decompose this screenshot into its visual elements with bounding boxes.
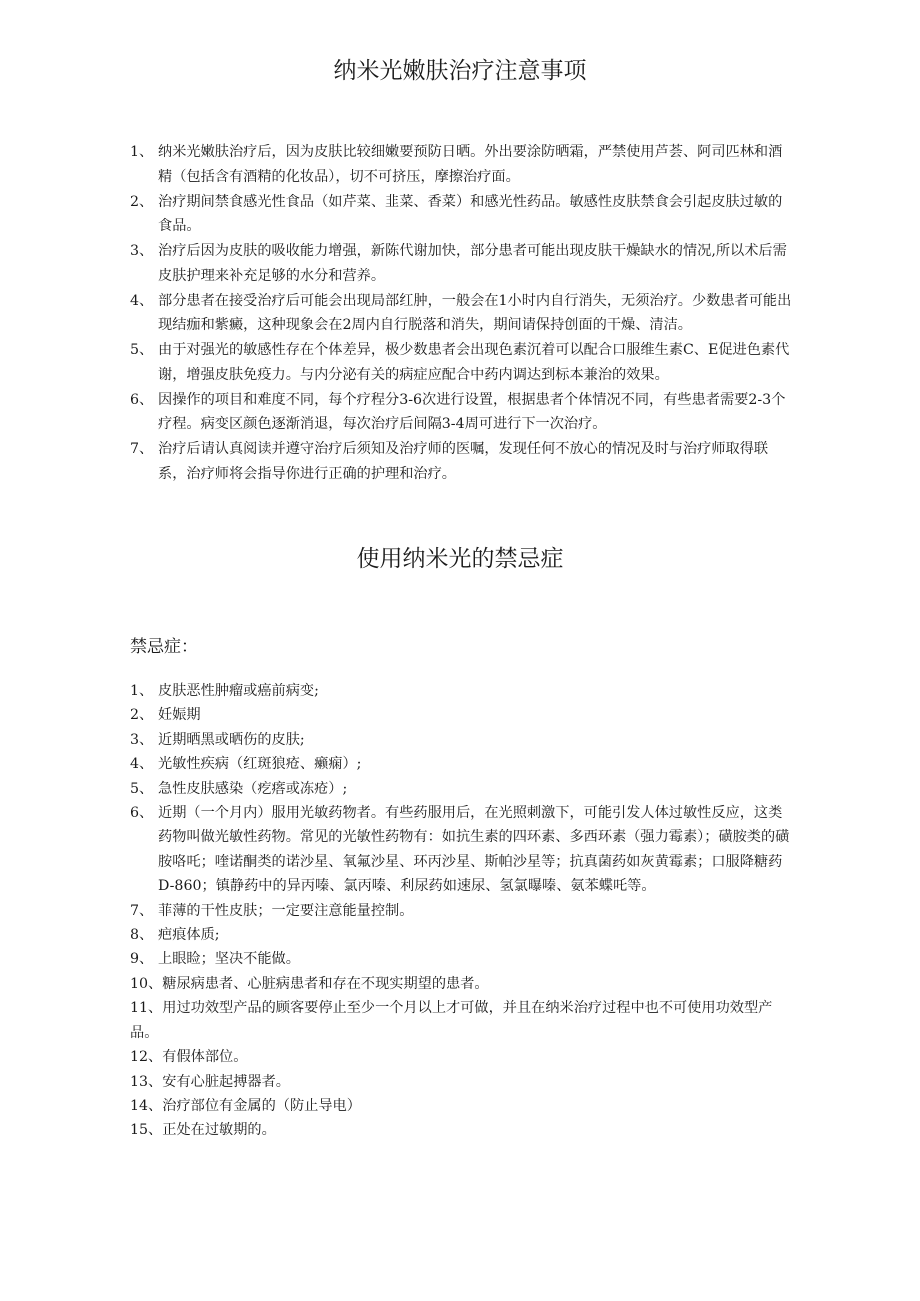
item-text: 纳米光嫩肤治疗后，因为皮肤比较细嫩要预防日晒。外出要涂防晒霜，严禁使用芦荟、阿司匹林和酒精（包括含有酒精的化妆品），切不可挤压，摩擦治疗面。 [158, 144, 783, 185]
item-text: 用过功效型产品的顾客要停止至少一个月以上才可做，并且在纳米治疗过程中也不可使用功效型产品。 [130, 1000, 773, 1041]
section-title: 使用纳米光的禁忌症 [356, 546, 564, 572]
list-item [130, 1070, 795, 1094]
item-text: 由于对强光的敏感性存在个体差异，极少数患者会出现色素沉着可以配合口服维生素C、E促进色素代谢，增强皮肤免疫力。与内分泌有关的病症应配合中药内调达到标本兼治的效果。 [158, 342, 790, 383]
page-title: 纳米光嫩肤治疗注意事项 [333, 58, 587, 84]
list-item [130, 972, 795, 996]
list-item [130, 1118, 795, 1142]
list-item [130, 728, 795, 752]
list-item [130, 388, 795, 437]
item-number: 1、 [130, 144, 154, 160]
list-item [130, 338, 795, 387]
item-text: 上眼睑；坚决不能做。 [158, 951, 300, 968]
list-item [130, 923, 795, 947]
list-item [130, 947, 795, 971]
item-text: 菲薄的干性皮肤；一定要注意能量控制。 [158, 902, 414, 919]
item-number: 3、 [130, 243, 154, 259]
item-number: 14、 [130, 1097, 163, 1114]
list-item [130, 140, 795, 189]
list-item [130, 996, 795, 1045]
item-number: 15、 [130, 1122, 163, 1139]
list-item [130, 289, 795, 338]
item-text: 安有心脏起搏器者。 [162, 1073, 290, 1090]
item-text: 皮肤恶性肿瘤或癌前病变; [158, 683, 319, 699]
item-text: 妊娠期 [158, 707, 201, 724]
item-number: 7、 [130, 902, 154, 919]
item-text: 正处在过敏期的。 [162, 1122, 276, 1139]
list-item [130, 703, 795, 727]
item-number: 1、 [130, 683, 154, 699]
item-text: 治疗期间禁食感光性食品（如芹菜、韭菜、香菜）和感光性药品。敏感性皮肤禁食会引起皮肤过敏的食品。 [158, 193, 783, 234]
item-number: 3、 [130, 731, 154, 748]
item-number: 2、 [130, 193, 154, 210]
item-number: 8、 [130, 927, 154, 944]
item-number: 2、 [130, 707, 154, 724]
item-number: 13、 [130, 1073, 163, 1090]
subheading: 禁忌症： [130, 637, 198, 657]
precautions-list [130, 140, 795, 487]
item-number: 5、 [130, 780, 154, 797]
list-item [130, 437, 795, 486]
item-number: 7、 [130, 441, 154, 457]
item-number: 4、 [130, 756, 154, 773]
item-text: 急性皮肤感染（疙瘩或冻疮）; [158, 780, 348, 797]
list-item [130, 899, 795, 923]
item-text: 治疗后请认真阅读并遵守治疗后须知及治疗师的医嘱，发现任何不放心的情况及时与治疗师取得联系，治疗师将会指导你进行正确的护理和治疗。 [158, 441, 769, 482]
list-item [130, 801, 795, 899]
list-item [130, 190, 795, 239]
list-item [130, 1045, 795, 1069]
item-number: 9、 [130, 951, 154, 968]
list-item [130, 239, 795, 288]
item-number: 6、 [130, 391, 154, 408]
list-item [130, 752, 795, 776]
item-number: 12、 [130, 1049, 163, 1066]
item-text: 治疗部位有金属的（防止导电） [162, 1097, 361, 1114]
item-text: 疤痕体质; [158, 927, 220, 944]
item-text: 近期晒黑或晒伤的皮肤; [158, 731, 305, 748]
item-text: 因操作的项目和难度不同，每个疗程分3-6次进行设置，根据患者个体情况不同，有些患者需要2-3个疗程。病变区颜色逐渐消退，每次治疗后间隔3-4周可进行下一次治疗。 [158, 391, 786, 432]
item-text: 光敏性疾病（红斑狼疮、癞痫）; [158, 756, 362, 773]
item-number: 11、 [130, 1000, 163, 1017]
list-item [130, 679, 795, 703]
item-text: 治疗后因为皮肤的吸收能力增强，新陈代谢加快，部分患者可能出现皮肤干燥缺水的情况,所以术后需皮肤护理来补充足够的水分和营养。 [158, 243, 787, 284]
item-number: 10、 [130, 975, 163, 992]
list-item [130, 1094, 795, 1118]
item-number: 6、 [130, 805, 154, 822]
list-item [130, 777, 795, 801]
contraindications-list [130, 679, 795, 1143]
item-number: 5、 [130, 342, 154, 358]
item-text: 糖尿病患者、心脏病患者和存在不现实期望的患者。 [162, 975, 489, 992]
item-number: 4、 [130, 292, 154, 309]
item-text: 部分患者在接受治疗后可能会出现局部红肿，一般会在1小时内自行消失，无须治疗。少数患者可能出现结痂和紫癜，这种现象会在2周内自行脱落和消失，期间请保持创面的干燥、清洁。 [158, 292, 792, 333]
item-text: 近期（一个月内）服用光敏药物者。有些药服用后，在光照刺激下，可能引发人体过敏性反应，这类药物叫做光敏性药物。常见的光敏性药物有：如抗生素的四环素、多西环素（强力霉素）；磺胺类的磺胺咯吒；喹诺酮类的诺沙星、氧氟沙星、环丙沙星、斯帕沙星等；抗真菌药如灰黄霉素；口服降糖药D-860；镇静药中的异丙嗪、氯丙嗪、利尿药如速尿、氢氯曝嗪、氨苯蝶吒等。 [158, 805, 790, 895]
item-text: 有假体部位。 [162, 1049, 248, 1066]
